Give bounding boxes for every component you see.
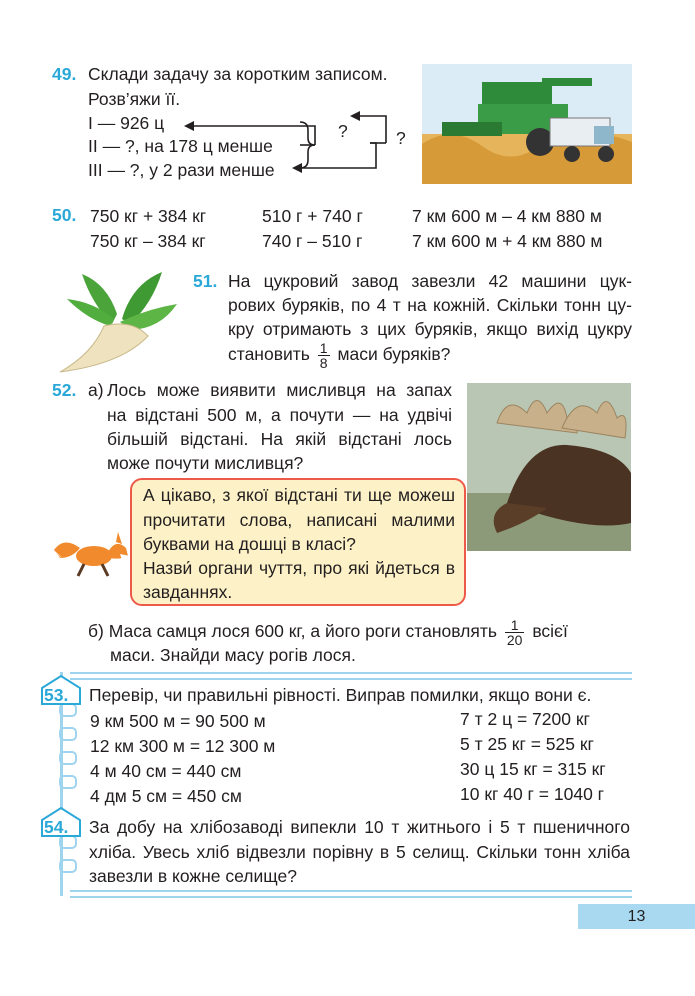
task-49-q-outer: ?: [396, 128, 406, 148]
task-53-left-4: 4 дм 5 см = 450 см: [90, 786, 242, 806]
task-52-part-b-line2: маси. Знайди масу рогів лося.: [110, 645, 356, 665]
task-49-line1: Склади задачу за коротким записом.: [88, 64, 388, 84]
task-53-right-1: 7 т 2 ц = 7200 кг: [460, 709, 590, 729]
notebook-line: [70, 896, 632, 898]
task-52-part-b-start: Маса самця лося 600 кг, а його роги становлять: [108, 621, 497, 641]
notebook-rings: [56, 700, 80, 890]
task-53-number: 53.: [44, 685, 69, 705]
fox-illustration: [50, 528, 132, 580]
task-50-col2-row2: 740 г – 510 г: [262, 231, 363, 251]
task-54-line3: завезли в кожне селище?: [89, 866, 297, 886]
bubble-line5: завданнях.: [143, 582, 233, 602]
harvester-illustration: [422, 64, 632, 184]
task-53-right-3: 30 ц 15 кг = 315 кг: [460, 759, 606, 779]
task-52-a-line1: Лось може виявити мисливця на запах: [107, 380, 452, 400]
task-51-line4-start: становить: [228, 344, 310, 364]
task-50-col3-row1: 7 км 600 м – 4 км 880 м: [412, 206, 602, 226]
task-52-part-b-end: всієї: [532, 621, 568, 641]
task-49-line2: Розв’яжи її.: [88, 89, 181, 109]
sugar-beet-illustration: [52, 264, 182, 374]
task-52-part-a-label: а): [88, 380, 104, 400]
task-52-a-line2: на відстані 500 м, а почути — на удвічі: [107, 405, 452, 425]
task-52-a-line3: більшій відстані. На якій відстані лось: [107, 429, 452, 449]
notebook-line: [70, 890, 632, 892]
bubble-line4: Назви́ органи чуття, про які йдеться в: [143, 558, 455, 578]
task-49-row3: ІІІ — ?, у 2 рази менше: [88, 160, 275, 180]
task-51-line3: кру отримають з цих буряків, якщо вихід цукру: [228, 319, 632, 339]
task-50-col1-row1: 750 кг + 384 кг: [90, 206, 207, 226]
task-53-left-1: 9 км 500 м = 90 500 м: [90, 711, 266, 731]
task-51-number: 51.: [193, 271, 218, 291]
task-51-fraction: [318, 341, 330, 370]
bubble-line3: буквами на дошці в класі?: [143, 534, 356, 554]
task-49-row1: І — 926 ц: [88, 113, 165, 133]
task-53-right-2: 5 т 25 кг = 525 кг: [460, 734, 594, 754]
task-51-line1: На цукровий завод завезли 42 машини цук-: [228, 271, 632, 291]
task-49-q-inner: ?: [338, 121, 348, 141]
moose-photo: [467, 383, 631, 551]
task-51-line4: [228, 337, 450, 371]
task-53-right-4: 10 кг 40 г = 1040 г: [460, 784, 605, 804]
notebook-line: [70, 678, 632, 680]
task-50-col1-row2: 750 кг – 384 кг: [90, 231, 206, 251]
task-53-left-3: 4 м 40 см = 440 см: [90, 761, 242, 781]
task-54-line2: хліба. Увесь хліб відвезли порівну в 5 селищ. Скільки тонн хліба: [89, 842, 630, 862]
notebook-line: [70, 672, 632, 674]
task-54-line1: За добу на хлібозаводі випекли 10 т житнього і 5 т пшеничного: [89, 817, 630, 837]
page-number: 13: [578, 904, 695, 929]
task-53-left-2: 12 км 300 м = 12 300 м: [90, 736, 276, 756]
bubble-line2: прочитати слова, написані малими: [143, 510, 455, 530]
task-50-number: 50.: [52, 205, 77, 225]
task-50-col2-row1: 510 г + 740 г: [262, 206, 363, 226]
fraction-numerator: 1: [505, 618, 525, 633]
fraction-numerator: 1: [319, 339, 328, 356]
task-54-number: 54.: [44, 817, 69, 837]
task-52-number: 52.: [52, 380, 77, 400]
task-49-brackets: [180, 108, 410, 188]
task-52-part-b-label: б): [88, 621, 104, 641]
task-52-fraction: [505, 618, 525, 647]
fraction-denominator: 20: [506, 631, 523, 648]
task-53-intro: Перевір, чи правильні рівності. Виправ помилки, якщо вони є.: [89, 685, 592, 705]
task-50-col3-row2: 7 км 600 м + 4 км 880 м: [412, 231, 603, 251]
bubble-line1: А цікаво, з якої відстані ти ще можеш: [143, 485, 455, 505]
fraction-denominator: 8: [319, 354, 328, 371]
task-49-number: 49.: [52, 64, 77, 84]
task-51-line4-end: маси буряків?: [337, 344, 451, 364]
task-51-line2: рових буряків, по 4 т на кожній. Скільки тонн цу-: [228, 295, 632, 315]
task-52-a-line4: може почути мисливця?: [107, 453, 304, 473]
task-49-row2: ІІ — ?, на 178 ц менше: [88, 136, 273, 156]
